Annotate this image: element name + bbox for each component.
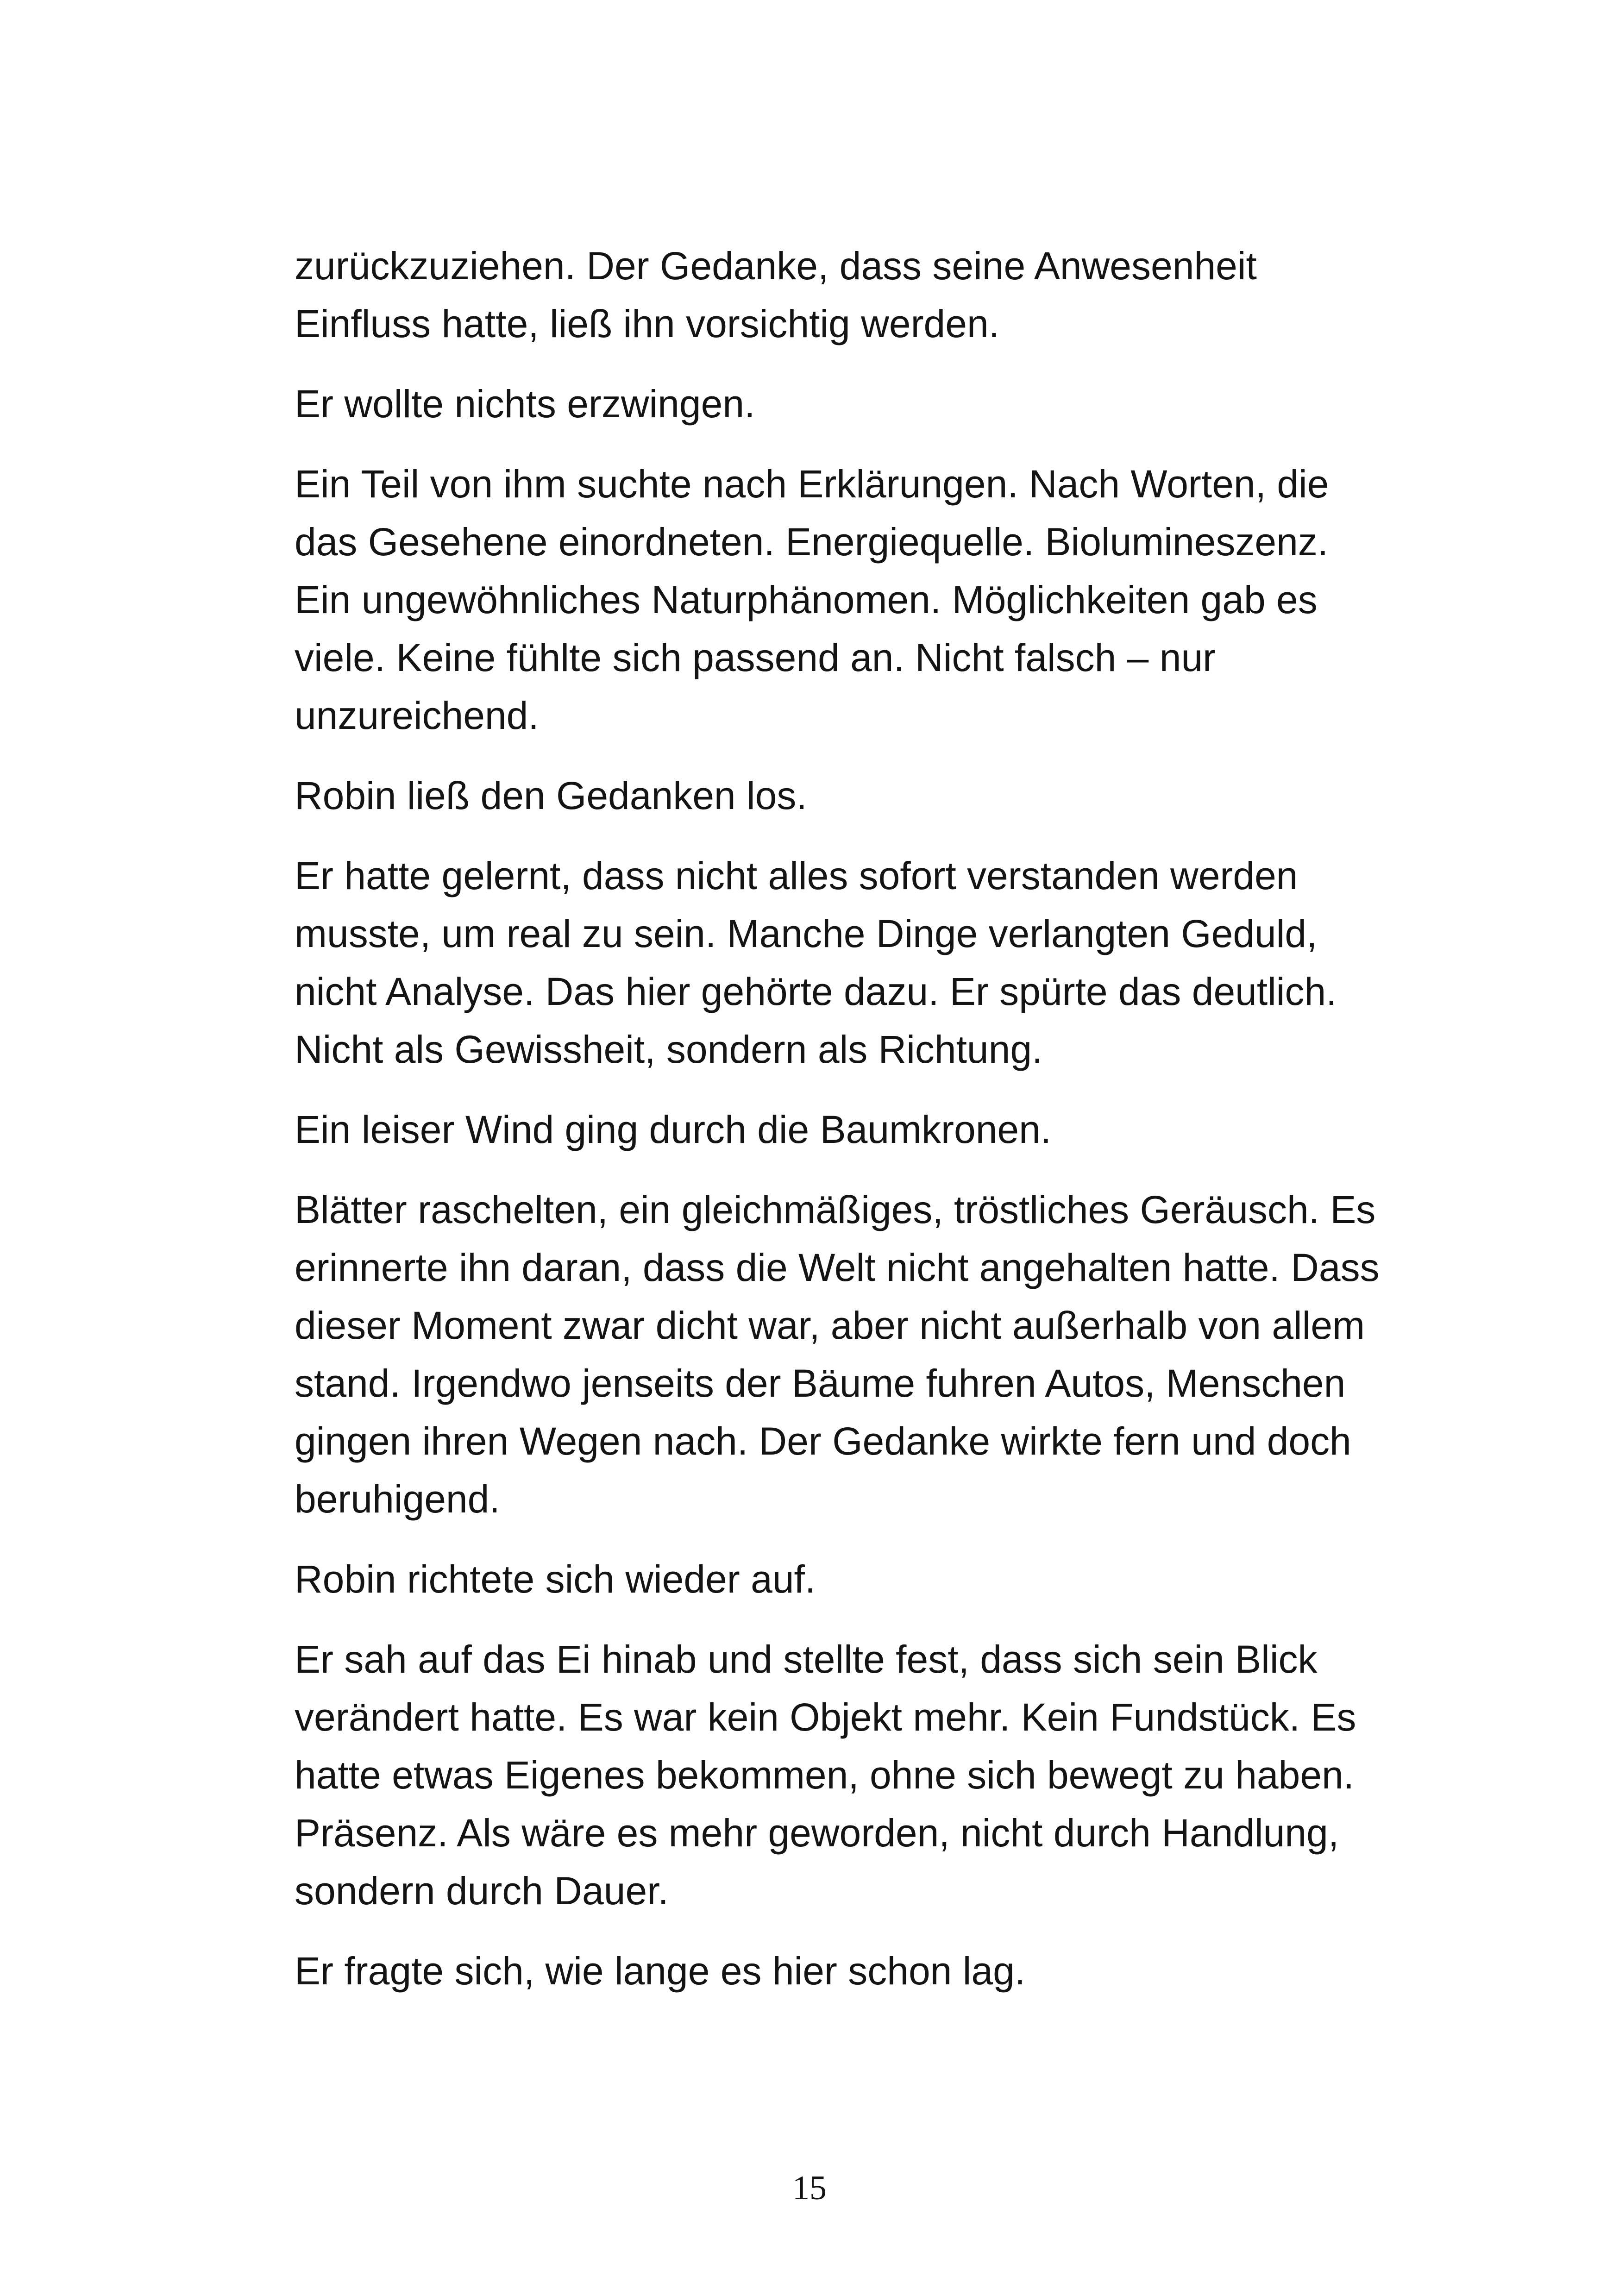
paragraph: Er fragte sich, wie lange es hier schon lag.: [295, 1949, 1026, 1993]
paragraph: Robin ließ den Gedanken los.: [295, 774, 807, 817]
paragraph: Er wollte nichts erzwingen.: [295, 382, 755, 426]
paragraph: zurückzuziehen. Der Gedanke, dass seine Anwesenheit Einfluss hatte, ließ ihn vorsichtig werden.: [295, 244, 1257, 345]
paragraph: Robin richtete sich wieder auf.: [295, 1557, 816, 1601]
page-number: 15: [792, 2169, 827, 2207]
paragraph: Er sah auf das Ei hinab und stellte fest, dass sich sein Blick verändert hatte. Es war kein Objekt mehr. Kein Fundstück. Es hatte etwas Eigenes bekommen, ohne sich bewegt zu haben. Präsenz. Als wäre es mehr geworden, nicht durch Handlung, sondern durch Dauer.: [295, 1637, 1356, 1913]
paragraph: Ein Teil von ihm suchte nach Erklärungen. Nach Worten, die das Gesehene einordneten. Energiequelle. Biolumineszenz. Ein ungewöhnliches Naturphänomen. Möglichkeiten gab es viele. Keine fühlte sich passend an. Nicht falsch – nur unzureichend.: [295, 462, 1329, 737]
paragraph: Er hatte gelernt, dass nicht alles sofort verstanden werden musste, um real zu sein. Manche Dinge verlangten Geduld, nicht Analyse. Das hier gehörte dazu. Er spürte das deutlich. Nicht als Gewissheit, sondern als Richtung.: [295, 854, 1337, 1071]
body-text: [295, 237, 1462, 2022]
paragraph: Ein leiser Wind ging durch die Baumkronen.: [295, 1108, 1052, 1151]
paragraph: Blätter raschelten, ein gleichmäßiges, tröstliches Geräusch. Es erinnerte ihn daran, dass die Welt nicht angehalten hatte. Dass dieser Moment zwar dicht war, aber nicht außerhalb von allem stand. Irgendwo jenseits der Bäume fuhren Autos, Menschen gingen ihren Wegen nach. Der Gedanke wirkte fern und doch beruhigend.: [295, 1188, 1380, 1521]
